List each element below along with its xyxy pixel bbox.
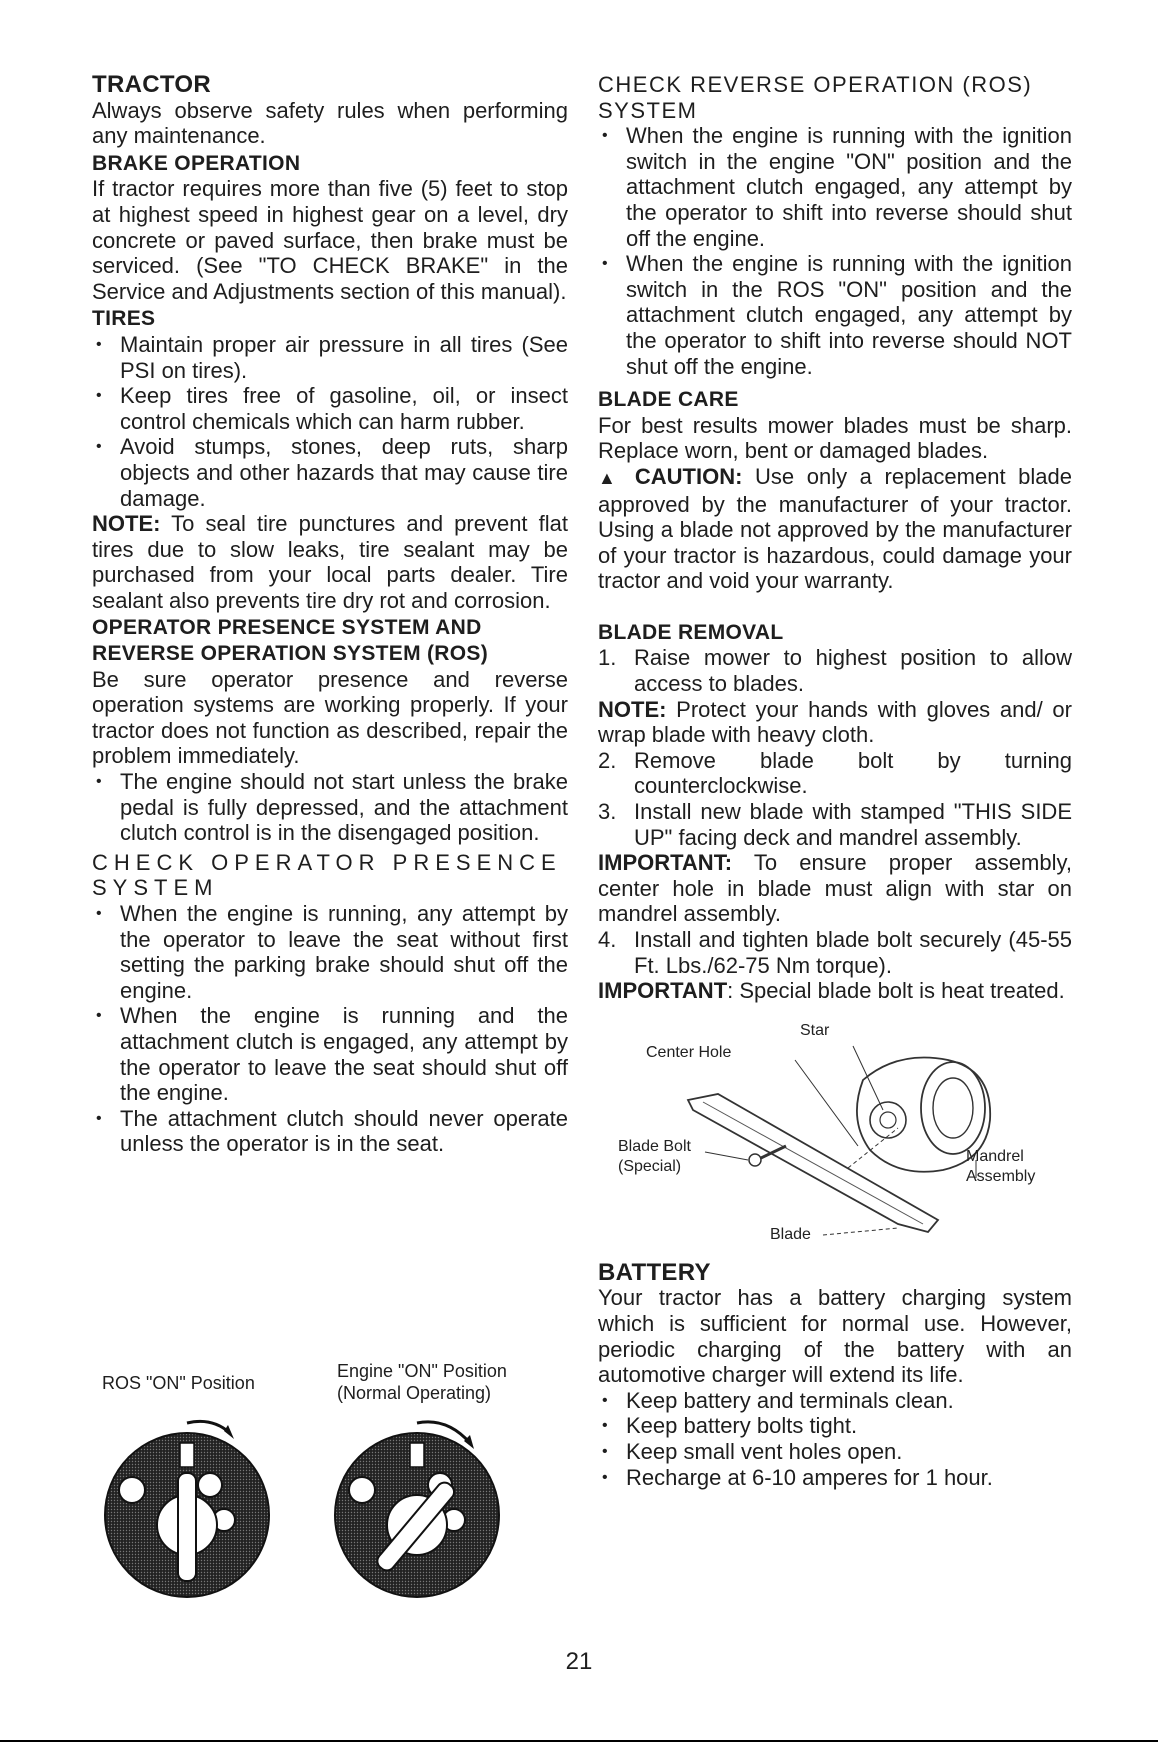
check-ros-heading: CHECK REVERSE OPERATION (ROS) SYSTEM <box>598 72 1033 123</box>
list-item: • Keep battery bolts tight. <box>598 1413 1072 1439</box>
tractor-intro: Always observe safety rules when performing any maintenance. <box>92 97 568 149</box>
list-item: • The engine should not start unless the brake pedal is fully depressed, and the attachment clutch control is in the disengaged position. <box>92 769 568 846</box>
list-item: 2. Remove blade bolt by turning counterclockwise. <box>598 747 1072 799</box>
page-number: 21 <box>565 1648 593 1675</box>
blade-note: NOTE: Protect your hands with gloves and/ or wrap blade with heavy cloth. <box>598 696 1072 748</box>
check-ops-list <box>92 901 568 1157</box>
list-item: • The attachment clutch should never operate unless the operator is in the seat. <box>92 1106 568 1157</box>
brake-text: If tractor requires more than five (5) feet to stop at highest speed in highest gear on a level, dry concrete or paved surface, then brake must be serviced. (See "TO CHECK BRAKE" in the Service and Adjustments section of this manual). <box>92 176 568 304</box>
special-label: (Special) <box>618 1157 682 1175</box>
check-ros-list <box>598 123 1072 379</box>
ops-heading: OPERATOR PRESENCE SYSTEM AND REVERSE OPERATION SYSTEM (ROS) <box>92 616 488 666</box>
list-item: • Keep tires free of gasoline, oil, or insect control chemicals which can harm rubber. <box>92 383 568 434</box>
important-2: IMPORTANT: Special blade bolt is heat treated. <box>598 978 1065 1004</box>
blade-steps-2 <box>598 748 1072 850</box>
engine-on-sub: (Normal Operating) <box>337 1383 492 1403</box>
caution-paragraph <box>598 464 1072 594</box>
center-hole-label: Center Hole <box>646 1043 732 1061</box>
list-item: • When the engine is running and the attachment clutch is engaged, any attempt by the operator to leave the seat should shut off the engine. <box>92 1003 568 1105</box>
tires-list <box>92 332 568 511</box>
list-item: 3. Install new blade with stamped "THIS SIDE UP" facing deck and mandrel assembly. <box>598 799 1072 850</box>
brake-heading: BRAKE OPERATION <box>92 151 301 175</box>
blade-removal-heading: BLADE REMOVAL <box>598 620 784 644</box>
left-column <box>92 72 568 1157</box>
assembly-label: Assembly <box>966 1167 1036 1185</box>
tractor-heading: TRACTOR <box>92 71 211 98</box>
ignition-switches-drawing <box>92 1355 568 1625</box>
ros-on-label: ROS "ON" Position <box>102 1373 255 1393</box>
check-ops-heading: CHECK OPERATOR PRESENCE SYSTEM <box>92 849 562 901</box>
list-item: • When the engine is running with the ignition switch in the engine "ON" position and the attachment clutch engaged, any attempt by the operator to shift into reverse should shut off the engine. <box>598 123 1072 251</box>
list-item: • When the engine is running with the ignition switch in the ROS "ON" position and the attachment clutch engaged, any attempt by the operator to shift into reverse should NOT shut off the engine. <box>598 251 1072 379</box>
battery-heading: BATTERY <box>598 1258 711 1286</box>
list-item: • Maintain proper air pressure in all tires (See PSI on tires). <box>92 332 568 383</box>
caution-label: CAUTION: <box>634 463 743 489</box>
engine-on-switch <box>335 1422 499 1597</box>
battery-list <box>598 1388 1072 1490</box>
blade-steps-1 <box>598 645 1072 696</box>
ops-text: Be sure operator presence and reverse operation systems are working properly. If your tractor does not function as described, repair the problem immediately. <box>92 666 568 769</box>
list-item: • Keep small vent holes open. <box>598 1439 1072 1465</box>
tires-heading: TIRES <box>92 307 156 331</box>
blade-steps-3 <box>598 927 1072 978</box>
battery-text: Your tractor has a battery charging system which is sufficient for normal use. However, periodic charging of the battery with an automotive charger will extend its life. <box>598 1285 1072 1388</box>
list-item: • Recharge at 6-10 amperes for 1 hour. <box>598 1465 1072 1491</box>
list-item: • Keep battery and terminals clean. <box>598 1388 1072 1414</box>
note-label: NOTE: <box>92 511 161 537</box>
tires-note <box>92 511 568 613</box>
bottom-rule <box>0 1740 1158 1742</box>
blade-diagram <box>598 1010 1072 1260</box>
mandrel-label: Mandrel <box>966 1147 1024 1165</box>
list-item: 4. Install and tighten blade bolt securely (45-55 Ft. Lbs./62-75 Nm torque). <box>598 927 1072 978</box>
list-item: • When the engine is running, any attempt by the operator to leave the seat without first setting the parking brake should shut off the engine. <box>92 901 568 1003</box>
important-1: IMPORTANT: To ensure proper assembly, center hole in blade must align with star on mandrel assembly. <box>598 850 1072 927</box>
blade-care-heading: BLADE CARE <box>598 388 739 412</box>
list-item: 1. Raise mower to highest position to allow access to blades. <box>598 645 1072 697</box>
blade-bolt-label: Blade Bolt <box>618 1137 691 1155</box>
blade-label: Blade <box>770 1225 811 1243</box>
star-label: Star <box>800 1021 830 1039</box>
right-column <box>598 72 1072 1490</box>
ros-on-switch <box>105 1421 269 1597</box>
warning-triangle-icon: ▲ <box>598 467 623 488</box>
caution-text: Use only a replacement blade approved by the manufacturer of your tractor. Using a blade not approved by the manufacturer of your tractor is hazardous, could damage your tractor and void your warranty. <box>598 463 1072 594</box>
note-text: To seal tire punctures and prevent flat tires due to slow leaks, tire sealant may be purchased from your local parts dealer. Tire sealant also prevents tire dry rot and corrosion. <box>92 511 568 613</box>
engine-on-label: Engine "ON" Position <box>337 1361 507 1381</box>
list-item: • Avoid stumps, stones, deep ruts, sharp objects and other hazards that may cause tire damage. <box>92 434 568 511</box>
blade-care-text: For best results mower blades must be sharp. Replace worn, bent or damaged blades. <box>598 412 1072 464</box>
ops-list <box>92 769 568 846</box>
ignition-key-figure <box>92 1355 568 1625</box>
